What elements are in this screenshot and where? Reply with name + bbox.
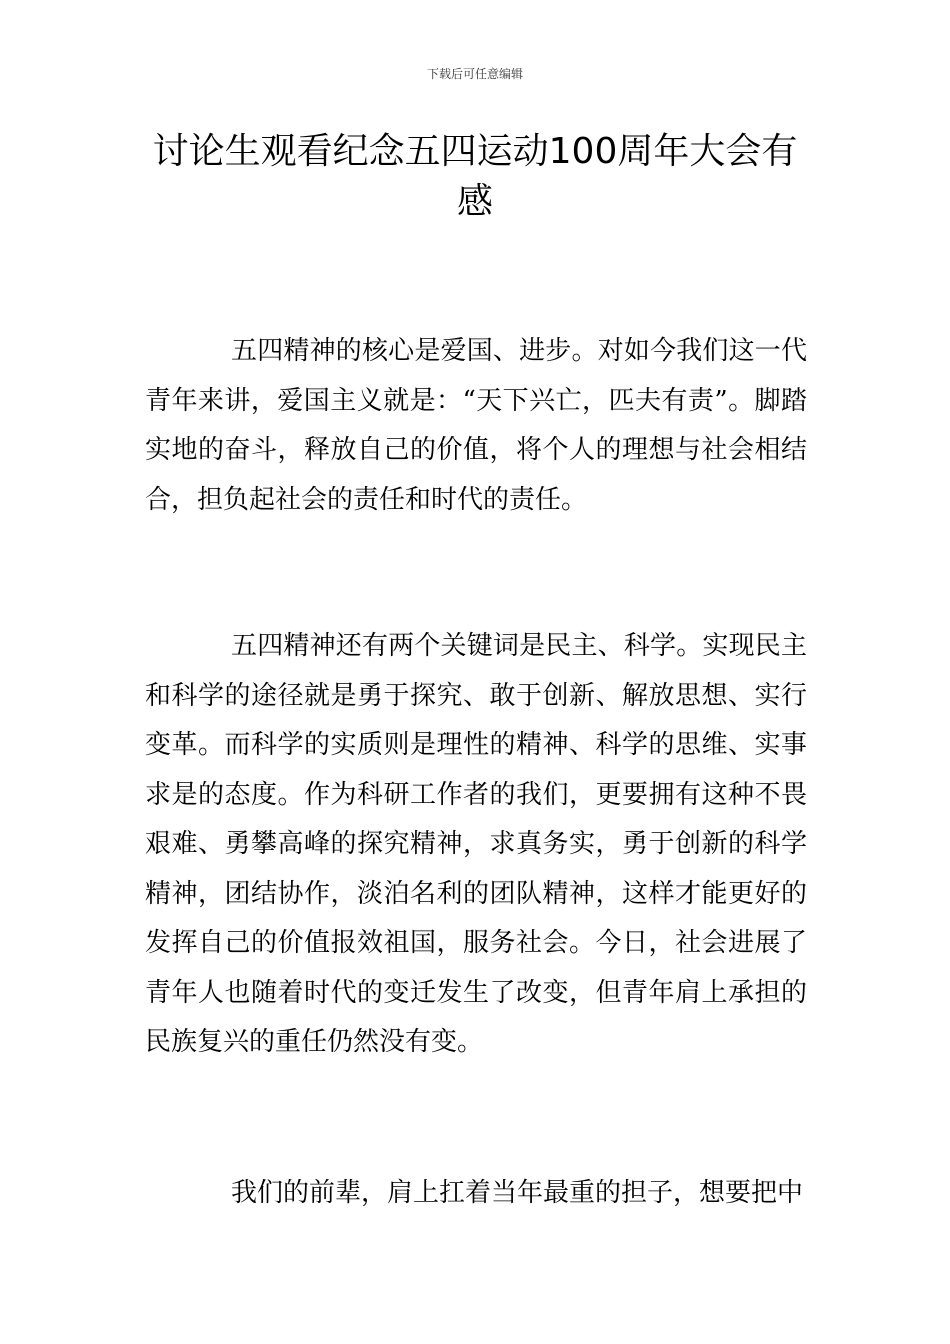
document-title: 讨论生观看纪念五四运动100周年大会有感	[152, 131, 798, 222]
header-note: 下载后可任意编辑	[426, 67, 523, 81]
paragraph-2: 五四精神还有两个关键词是民主、科学。实现民主和科学的途径就是勇于探究、敢于创新、解放思想、实行变革。而科学的实质则是理性的精神、科学的思维、实事求是的态度。作为科研工作者的我们，更要拥有这种不畏艰难、勇攀高峰的探究精神，求真务实，勇于创新的科学精神，团结协作，淡泊名利的团队精神，这样才能更好的发挥自己的价值报效祖国，服务社会。今日，社会进展了青年人也随着时代的变迁发生了改变，但青年肩上承担的民族复兴的重任仍然没有变。	[145, 631, 807, 1057]
paragraph-1: 五四精神的核心是爱国、进步。对如今我们这一代青年来讲，爱国主义就是：“天下兴亡，匹夫有责”。脚踏实地的奋斗，释放自己的价值，将个人的理想与社会相结合，担负起社会的责任和时代的责任。	[145, 336, 807, 515]
paragraph-3: 我们的前辈，肩上扛着当年最重的担子，想要把中	[231, 1178, 804, 1208]
